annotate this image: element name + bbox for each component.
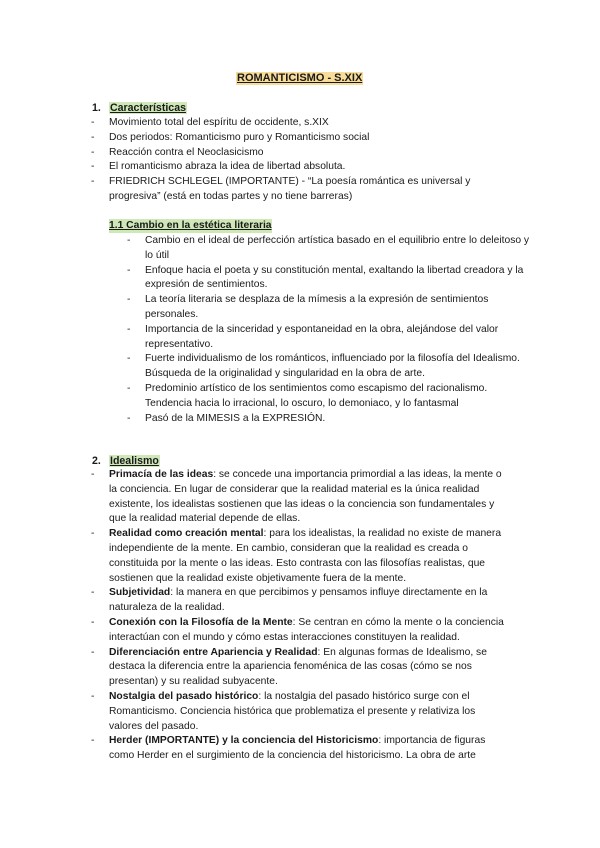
bullet-dash-icon: - <box>127 323 131 335</box>
bullet-dash-icon: - <box>127 294 131 306</box>
bullet-dash-icon: - <box>127 412 131 424</box>
list-item: - Cambio en el ideal de perfección artística basado en el equilibrio entre lo deleitoso y lo útil <box>127 235 530 261</box>
item-term: Subjetividad <box>109 587 171 599</box>
bullet-dash-icon: - <box>91 646 95 658</box>
estetica-list <box>127 234 530 426</box>
bullet-dash-icon: - <box>91 117 95 128</box>
section-heading-idealismo <box>92 454 160 468</box>
item-text: : Se centran en cómo la mente o la conciencia interactúan con el mundo y cómo estas interacciones constituyen la realidad. <box>109 616 504 643</box>
list-item: - Dos periodos: Romanticismo puro y Romanticismo social <box>109 131 509 146</box>
bullet-dash-icon: - <box>91 616 95 628</box>
list-item <box>91 586 509 616</box>
item-term: Realidad como creación mental <box>109 528 264 540</box>
list-item <box>91 527 509 586</box>
bullet-dash-icon: - <box>91 587 95 599</box>
bullet-dash-icon: - <box>91 735 95 747</box>
bullet-dash-icon: - <box>91 161 95 173</box>
bullet-dash-icon: - <box>91 131 95 143</box>
item-term: Nostalgia del pasado histórico <box>109 690 259 702</box>
bullet-dash-icon: - <box>91 176 95 188</box>
page-title: ROMANTICISMO - S.XIX <box>237 72 363 84</box>
bullet-dash-icon: - <box>127 235 131 246</box>
list-item: - Pasó de la MIMESIS a la EXPRESIÓN. <box>145 412 530 427</box>
subsection-heading: 1.1 Cambio en la estética literaria <box>109 220 272 231</box>
item-text: : para los idealistas, la realidad no existe de manera independiente de la mente. En cambio, consideran que la realidad es creada o constituida por la mente o las ideas. Esto contrasta con las filosofías realistas, que sostienen que la realidad existe objetivamente fuera de la mente. <box>109 528 502 584</box>
bullet-dash-icon: - <box>91 690 95 702</box>
list-item: - Predominio artístico de los sentimientos como escapismo del racionalismo. Tendencia hacia lo irracional, lo oscuro, lo demoniaco, y lo fantasmal <box>127 382 488 409</box>
item-text: : se concede una importancia primordial a las ideas, la mente o la conciencia. En lugar de considerar que la realidad material es la única realidad existente, los idealistas sostienen que las ideas o la conciencia son fundamentales y que la realidad material depende de ellas. <box>109 469 502 525</box>
list-item: - Movimiento total del espíritu de occidente, s.XIX <box>109 116 509 131</box>
item-term: Primacía de las ideas <box>109 469 214 480</box>
item-text: : En algunas formas de Idealismo, se destaca la diferencia entre la apariencia fenoménica de las cosas (cómo se nos presentan) y su realidad subyacente. <box>109 646 487 688</box>
item-text: : la nostalgia del pasado histórico surge con el Romanticismo. Conciencia histórica que problematiza el presente y relativiza los valores del pasado. <box>109 690 476 732</box>
bullet-dash-icon: - <box>127 353 131 365</box>
list-item <box>91 734 509 764</box>
list-item: - Reacción contra el Neoclasicismo <box>109 146 509 161</box>
list-item: - El romanticismo abraza la idea de libertad absoluta. <box>109 160 509 175</box>
bullet-dash-icon: - <box>91 528 95 540</box>
list-item: - La teoría literaria se desplaza de la mímesis a la expresión de sentimientos personales. <box>127 294 489 320</box>
list-item: - Fuerte individualismo de los románticos, influenciado por la filosofía del Idealismo. Búsqueda de la originalidad y singularidad en la obra de arte. <box>127 353 520 380</box>
section-label: Idealismo <box>110 455 159 467</box>
item-text: : importancia de figuras como Herder en el surgimiento de la conciencia del historicismo. La obra de arte <box>109 735 486 762</box>
bullet-dash-icon: - <box>127 264 131 276</box>
item-term: Diferenciación entre Apariencia y Realidad <box>109 646 318 658</box>
bullet-dash-icon: - <box>91 146 95 158</box>
bullet-dash-icon: - <box>91 469 95 480</box>
section-number: 2. <box>92 455 101 467</box>
list-item: - FRIEDRICH SCHLEGEL (IMPORTANTE) - “La poesía romántica es universal y progresiva” (está en todas partes y no tiene barreras) <box>91 176 471 202</box>
item-term: Herder (IMPORTANTE) y la conciencia del Historicismo <box>109 735 379 747</box>
bullet-dash-icon: - <box>127 382 131 394</box>
list-item <box>91 616 509 646</box>
list-item: - Importancia de la sinceridad y espontaneidad en la obra, alejándose del valor representativo. <box>127 323 499 350</box>
item-text: : la manera en que percibimos y pensamos influye directamente en la naturaleza de la realidad. <box>109 587 488 614</box>
idealismo-list <box>91 468 509 764</box>
list-item <box>91 468 509 527</box>
caracteristicas-list <box>91 116 509 205</box>
section-label: Características <box>110 102 186 114</box>
list-item <box>91 690 509 734</box>
item-term: Conexión con la Filosofía de la Mente <box>109 616 293 628</box>
list-item: - Enfoque hacia el poeta y su constitución mental, exaltando la libertad creadora y la expresión de sentimientos. <box>127 264 524 291</box>
section-heading-caracteristicas <box>92 101 187 115</box>
section-number: 1. <box>92 102 101 114</box>
list-item <box>91 646 509 690</box>
